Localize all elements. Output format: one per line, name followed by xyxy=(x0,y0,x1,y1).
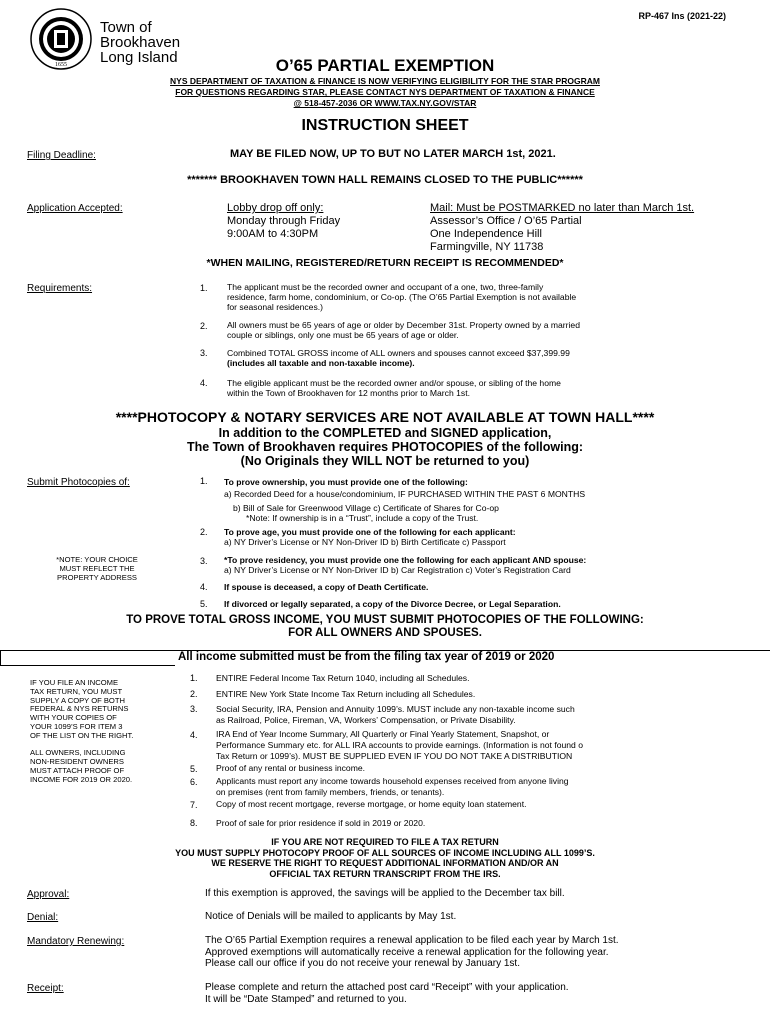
logo-line-1: Town of xyxy=(100,19,152,36)
req-3-line-2: (includes all taxable and non-taxable income). xyxy=(227,358,415,368)
residency-side-note-2: MUST REFLECT THE xyxy=(59,563,135,573)
seal-year: 1655 xyxy=(55,62,67,68)
ownership-option-a: a) Recorded Deed for a house/condominium, IF PURCHASED WITHIN THE PAST 6 MONTHS xyxy=(224,489,586,499)
photocopy-intro-1: In addition to the COMPLETED and SIGNED application, xyxy=(218,426,552,440)
income-side-note-12: INCOME FOR 2019 OR 2020. xyxy=(30,774,133,784)
income-banner-1: TO PROVE TOTAL GROSS INCOME, YOU MUST SUBMIT PHOTOCOPIES OF THE FOLLOWING: xyxy=(126,614,644,626)
age-title: To prove age, you must provide one of the following for each applicant: xyxy=(224,527,516,537)
income-item-5-number: 5. xyxy=(190,764,198,774)
income-side-note-1: IF YOU FILE AN INCOME xyxy=(30,678,119,687)
income-side-note-3: SUPPLY A COPY OF BOTH xyxy=(30,695,125,705)
income-item-4-number: 4. xyxy=(190,730,198,740)
income-item-3-line-1: Social Security, IRA, Pension and Annuity 1099’s. MUST include any non-taxable income such xyxy=(216,704,575,714)
renewing-line-1: The O’65 Partial Exemption requires a renewal application to be filed each year by March 1st. xyxy=(205,935,619,946)
mandatory-renewing-label: Mandatory Renewing: xyxy=(27,936,125,947)
photocopy-intro-2: The Town of Brookhaven requires PHOTOCOPIES of the following: xyxy=(186,440,584,454)
req-1-line-3: for seasonal residences.) xyxy=(227,302,324,312)
ownership-trust-note: *Note: If ownership is in a “Trust”, include a copy of the Trust. xyxy=(246,513,479,523)
closed-notice: ******* BROOKHAVEN TOWN HALL REMAINS CLOSED TO THE PUBLIC****** xyxy=(187,174,583,186)
lobby-days: Monday through Friday xyxy=(227,215,341,227)
income-item-7-number: 7. xyxy=(190,800,198,810)
income-side-note-10: NON-RESIDENT OWNERS xyxy=(30,757,124,767)
req-4-number: 4. xyxy=(200,378,208,388)
mail-line-1: Assessor’s Office / O’65 Partial xyxy=(430,215,582,227)
income-item-6-line-1: Applicants must report any income towards household expenses received from anyone living xyxy=(216,776,569,786)
income-item-6-number: 6. xyxy=(190,777,198,787)
no-return-line-2: YOU MUST SUPPLY PHOTOCOPY PROOF OF ALL SOURCES OF INCOME INCLUDING ALL 1099’S. xyxy=(175,847,595,858)
star-notice-line-2: FOR QUESTIONS REGARDING STAR, PLEASE CONTACT NYS DEPARTMENT OF TAXATION & FINANCE xyxy=(175,87,595,97)
income-side-note-4: FEDERAL & NYS RETURNS xyxy=(30,704,129,714)
ownership-title: To prove ownership, you must provide one of the following: xyxy=(224,477,468,487)
lobby-hours: 9:00AM to 4:30PM xyxy=(227,228,319,240)
death-certificate-item: If spouse is deceased, a copy of Death Certificate. xyxy=(224,582,429,592)
denial-label: Denial: xyxy=(27,912,59,923)
req-2-number: 2. xyxy=(200,321,208,331)
req-1-number: 1. xyxy=(200,283,208,293)
mail-line-3: Farmingville, NY 11738 xyxy=(430,241,544,253)
ownership-options-bc: b) Bill of Sale for Greenwood Village c) Certificate of Shares for Co-op xyxy=(233,503,499,513)
approval-text: If this exemption is approved, the savings will be applied to the December tax bill. xyxy=(205,888,565,899)
photocopy-banner: ****PHOTOCOPY & NOTARY SERVICES ARE NOT AVAILABLE AT TOWN HALL**** xyxy=(115,409,655,425)
income-item-7: Copy of most recent mortgage, reverse mortgage, or home equity loan statement. xyxy=(216,799,527,809)
income-box-left xyxy=(0,650,1,666)
income-item-6-line-2: on premises (rent from family members, friends, or tenants). xyxy=(216,787,445,797)
income-item-1-number: 1. xyxy=(190,673,198,683)
denial-text: Notice of Denials will be mailed to applicants by May 1st. xyxy=(205,911,457,922)
income-box-underline xyxy=(0,665,175,666)
income-item-4-line-3: Tax Return or 1099’s). MUST BE SUPPLIED EVEN IF YOU DO NOT TAKE A DISTRIBUTION xyxy=(216,751,573,761)
residency-options: a) NY Driver’s License or NY Non-Driver ID b) Car Registration c) Voter’s Registration Card xyxy=(224,565,571,575)
income-item-8: Proof of sale for prior residence if sold in 2019 or 2020. xyxy=(216,818,426,828)
application-accepted-label: Application Accepted: xyxy=(27,203,123,214)
star-notice-line-1: NYS DEPARTMENT OF TAXATION & FINANCE IS NOW VERIFYING ELIGIBILITY FOR THE STAR PROGRAM xyxy=(170,76,600,86)
star-notice-line-3: @ 518-457-2036 OR WWW.TAX.NY.GOV/STAR xyxy=(293,98,477,108)
no-return-line-3: WE RESERVE THE RIGHT TO REQUEST ADDITIONAL INFORMATION AND/OR AN xyxy=(211,858,559,868)
filing-deadline-text: MAY BE FILED NOW, UP TO BUT NO LATER MARCH 1st, 2021. xyxy=(230,148,556,160)
receipt-line-1: Please complete and return the attached post card “Receipt” with your application. xyxy=(205,982,569,993)
lobby-title: Lobby drop off only: xyxy=(227,202,324,214)
req-1-line-2: residence, farm home, condominium, or Co-op. (The O’65 Partial Exemption is not available xyxy=(227,292,577,302)
req-2-line-2: couple or siblings, only one must be 65 years of age or older. xyxy=(227,330,459,340)
req-3-line-1: Combined TOTAL GROSS income of ALL owners and spouses cannot exceed $37,399.99 xyxy=(227,348,570,358)
instruction-sheet-title: INSTRUCTION SHEET xyxy=(301,117,469,134)
income-side-note-5: WITH YOUR COPIES OF xyxy=(30,713,117,723)
receipt-label: Receipt: xyxy=(27,983,64,994)
income-side-note-6: YOUR 1099’S FOR ITEM 3 xyxy=(30,721,123,731)
no-return-line-1: IF YOU ARE NOT REQUIRED TO FILE A TAX RETURN xyxy=(271,837,499,847)
no-return-line-4: OFFICIAL TAX RETURN TRANSCRIPT FROM THE IRS. xyxy=(269,868,501,879)
req-4-line-1: The eligible applicant must be the recorded owner and/or spouse, or sibling of the home xyxy=(227,378,561,388)
income-item-8-number: 8. xyxy=(190,818,198,828)
req-4-line-2: within the Town of Brookhaven for 12 months prior to March 1st. xyxy=(227,388,470,398)
income-side-note-9: ALL OWNERS, INCLUDING xyxy=(30,748,126,758)
filing-deadline-label: Filing Deadline: xyxy=(27,150,96,161)
logo-line-3: Long Island xyxy=(100,49,178,66)
requirements-label: Requirements: xyxy=(27,283,93,294)
req-3-number: 3. xyxy=(200,348,208,358)
income-item-4-line-1: IRA End of Year Income Summary, All Quarterly or Final Yearly Statement, Snapshot, or xyxy=(216,729,550,739)
renewing-line-3: Please call our office if you do not receive your renewal by January 1st. xyxy=(205,958,520,969)
req-1-line-1: The applicant must be the recorded owner and occupant of a one, two, three-family xyxy=(227,282,544,292)
income-item-5: Proof of any rental or business income. xyxy=(216,763,366,773)
income-item-2: ENTIRE New York State Income Tax Return including all Schedules. xyxy=(216,689,476,699)
income-side-note-11: MUST ATTACH PROOF OF xyxy=(30,765,125,775)
logo-line-2: Brookhaven xyxy=(100,34,181,51)
income-item-3-number: 3. xyxy=(190,704,198,714)
req-2-line-1: All owners must be 65 years of age or older by December 31st. Property owned by a married xyxy=(227,320,580,330)
income-year-notice: All income submitted must be from the filing tax year of 2019 or 2020 xyxy=(178,651,555,663)
income-item-1: ENTIRE Federal Income Tax Return 1040, including all Schedules. xyxy=(216,673,470,683)
income-item-4-line-2: Performance Summary etc. for ALL IRA accounts to provide earnings. (Information is not found o xyxy=(216,740,584,750)
mail-title: Mail: Must be POSTMARKED no later than March 1st. xyxy=(430,202,695,214)
income-item-3-line-2: as Railroad, Police, Fireman, VA, Workers’ Compensation, or Private Disability. xyxy=(216,715,516,725)
divorce-decree-item: If divorced or legally separated, a copy of the Divorce Decree, or Legal Separation. xyxy=(224,599,561,609)
mailing-notice: *WHEN MAILING, REGISTERED/RETURN RECEIPT IS RECOMMENDED* xyxy=(206,257,564,269)
income-side-note-2: TAX RETURN, YOU MUST xyxy=(30,686,123,696)
residency-side-note-1: *NOTE: YOUR CHOICE xyxy=(56,555,138,564)
residency-side-note-3: PROPERTY ADDRESS xyxy=(57,572,137,582)
age-options: a) NY Driver’s License or NY Non-Driver ID b) Birth Certificate c) Passport xyxy=(224,537,506,547)
form-number: RP-467 Ins (2021-22) xyxy=(638,11,726,21)
receipt-line-2: It will be “Date Stamped” and returned to you. xyxy=(205,993,407,1005)
income-side-note-7: OF THE LIST ON THE RIGHT. xyxy=(30,730,134,740)
approval-label: Approval: xyxy=(27,889,70,900)
page-title: O’65 PARTIAL EXEMPTION xyxy=(275,56,495,75)
income-banner-2: FOR ALL OWNERS AND SPOUSES. xyxy=(288,627,482,639)
submit-photocopies-label: Submit Photocopies of: xyxy=(27,477,130,488)
mail-line-2: One Independence Hill xyxy=(430,228,542,240)
income-item-2-number: 2. xyxy=(190,689,198,699)
residency-title: *To prove residency, you must provide one the following for each applicant AND spouse: xyxy=(224,555,587,565)
photocopy-intro-3: (No Originals they WILL NOT be returned to you) xyxy=(240,454,530,468)
renewing-line-2: Approved exemptions will automatically receive a renewal application for the following year. xyxy=(205,946,609,958)
